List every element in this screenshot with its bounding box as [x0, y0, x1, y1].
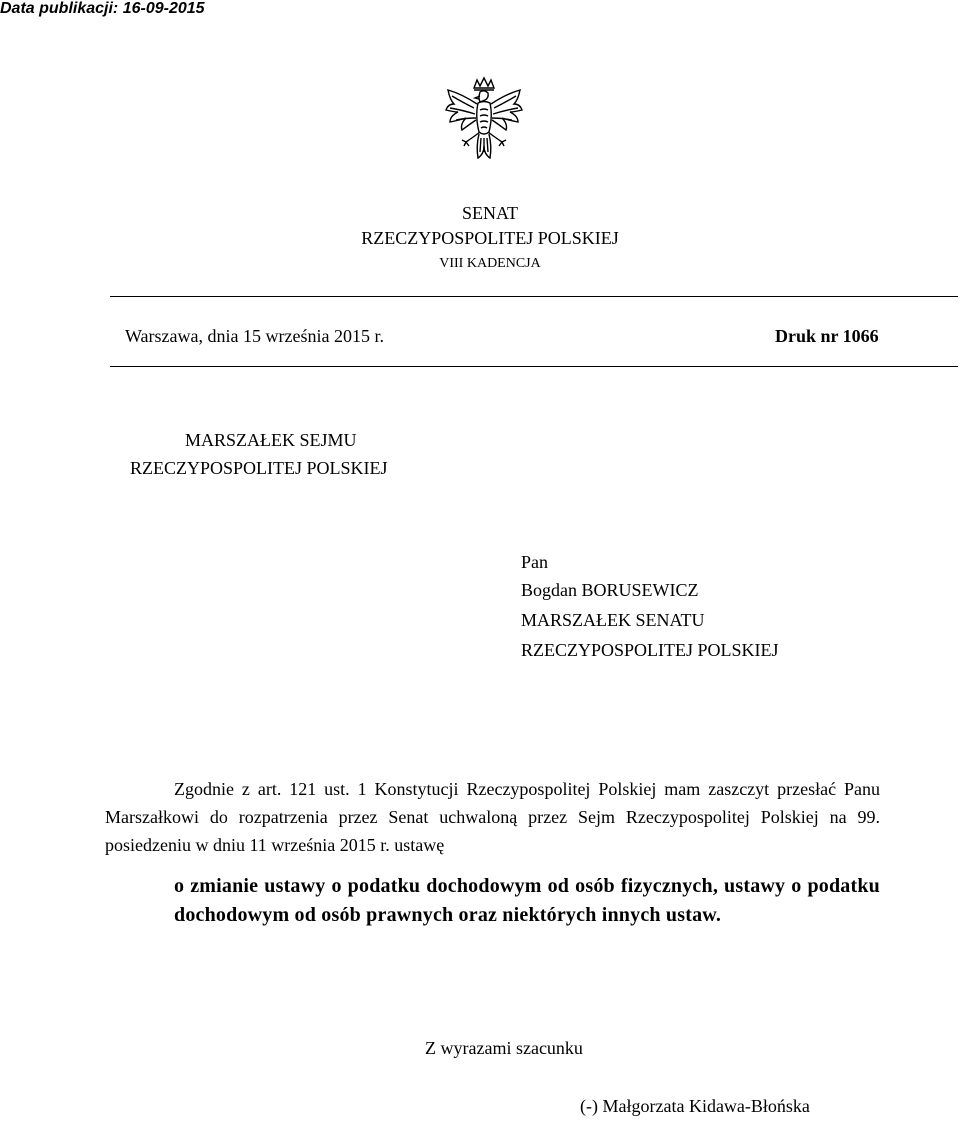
addressee-title: MARSZAŁEK SENATU	[521, 610, 705, 630]
divider-top	[110, 296, 958, 297]
letter-body: Zgodnie z art. 121 ust. 1 Konstytucji Rzeczypospolitej Polskiej mam zaszczyt przesłać Panu Marszałkowi do rozpatrzenia przez Senat uchwaloną przez Sejm Rzeczypospolitej Polskiej na 99. posiedzeniu w dniu 11 września 2015 r. ustawę	[105, 779, 880, 855]
publication-date: Data publikacji: 16-09-2015	[0, 0, 205, 17]
act-title: o zmianie ustawy o podatku dochodowym od osób fizycznych, ustawy o podatku dochodowym od osób prawnych oraz niektórych innych ustaw.	[174, 875, 880, 926]
signature: (-) Małgorzata Kidawa-Błońska	[580, 1096, 810, 1116]
addressee-salutation: Pan	[521, 552, 548, 572]
term-label: VIII KADENCJA	[439, 256, 541, 271]
closing-phrase: Z wyrazami szacunku	[425, 1038, 583, 1058]
addressee-country: RZECZYPOSPOLITEJ POLSKIEJ	[521, 640, 779, 660]
divider-bottom	[110, 366, 958, 367]
addressee-name: Bogdan BORUSEWICZ	[521, 580, 699, 600]
institution-name: SENAT	[461, 203, 518, 223]
polish-eagle-emblem	[440, 76, 528, 170]
print-number: Druk nr 1066	[775, 326, 879, 346]
sender-country: RZECZYPOSPOLITEJ POLSKIEJ	[130, 458, 388, 478]
sender-title: MARSZAŁEK SEJMU	[185, 430, 357, 450]
institution-country: RZECZYPOSPOLITEJ POLSKIEJ	[361, 228, 619, 248]
place-date: Warszawa, dnia 15 września 2015 r.	[125, 326, 384, 346]
